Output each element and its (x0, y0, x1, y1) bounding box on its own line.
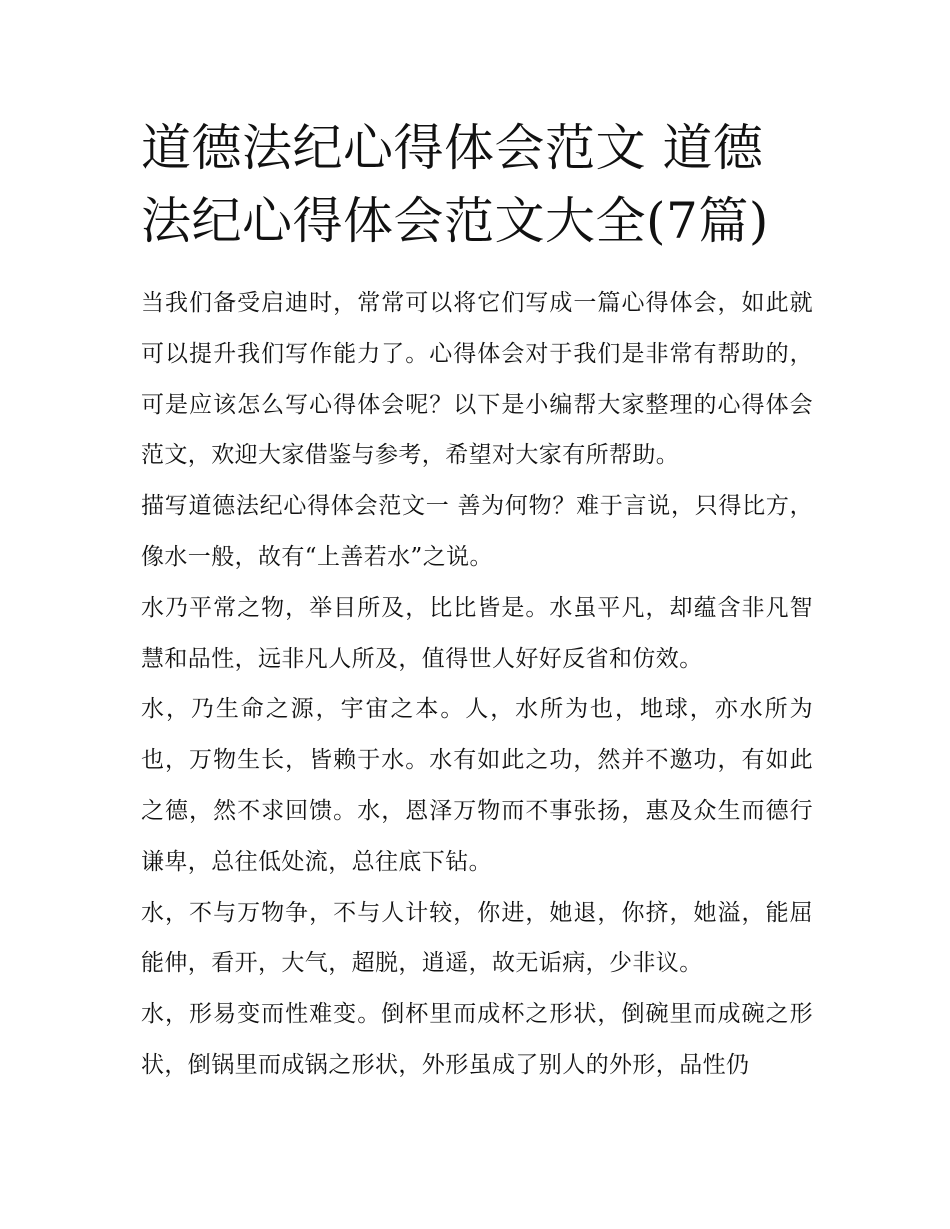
document-title: 道德法纪心得体会范文 道德法纪心得体会范文大全(7篇) (141, 119, 769, 250)
document-page (141, 112, 813, 1091)
paragraph: 水，乃生命之源，宇宙之本。人，水所为也，地球，亦水所为也，万物生长，皆赖于水。水有如此之功，然并不邀功，有如此之德，然不求回馈。水，恩泽万物而不事张扬，惠及众生而德行谦卑，总往低处流，总往底下钻。 (141, 696, 813, 875)
paragraph: 水，形易变而性难变。倒杯里而成杯之形状，倒碗里而成碗之形状，倒锅里而成锅之形状，外形虽成了别人的外形，品性仍 (141, 1001, 813, 1078)
paragraph: 描写道德法纪心得体会范文一 善为何物？难于言说，只得比方，像水一般，故有“上善若水”之说。 (141, 493, 813, 570)
document-body (141, 278, 813, 1091)
paragraph: 水乃平常之物，举目所及，比比皆是。水虽平凡，却蕴含非凡智慧和品性，远非凡人所及，值得世人好好反省和仿效。 (141, 594, 813, 672)
paragraph: 水，不与万物争，不与人计较，你进，她退，你挤，她溢，能屈能伸，看开，大气，超脱，逍遥，故无诟病，少非议。 (141, 899, 813, 977)
paragraph: 当我们备受启迪时，常常可以将它们写成一篇心得体会，如此就可以提升我们写作能力了。心得体会对于我们是非常有帮助的，可是应该怎么写心得体会呢？以下是小编帮大家整理的心得体会范文，欢迎大家借鉴与参考，希望对大家有所帮助。 (141, 290, 813, 469)
